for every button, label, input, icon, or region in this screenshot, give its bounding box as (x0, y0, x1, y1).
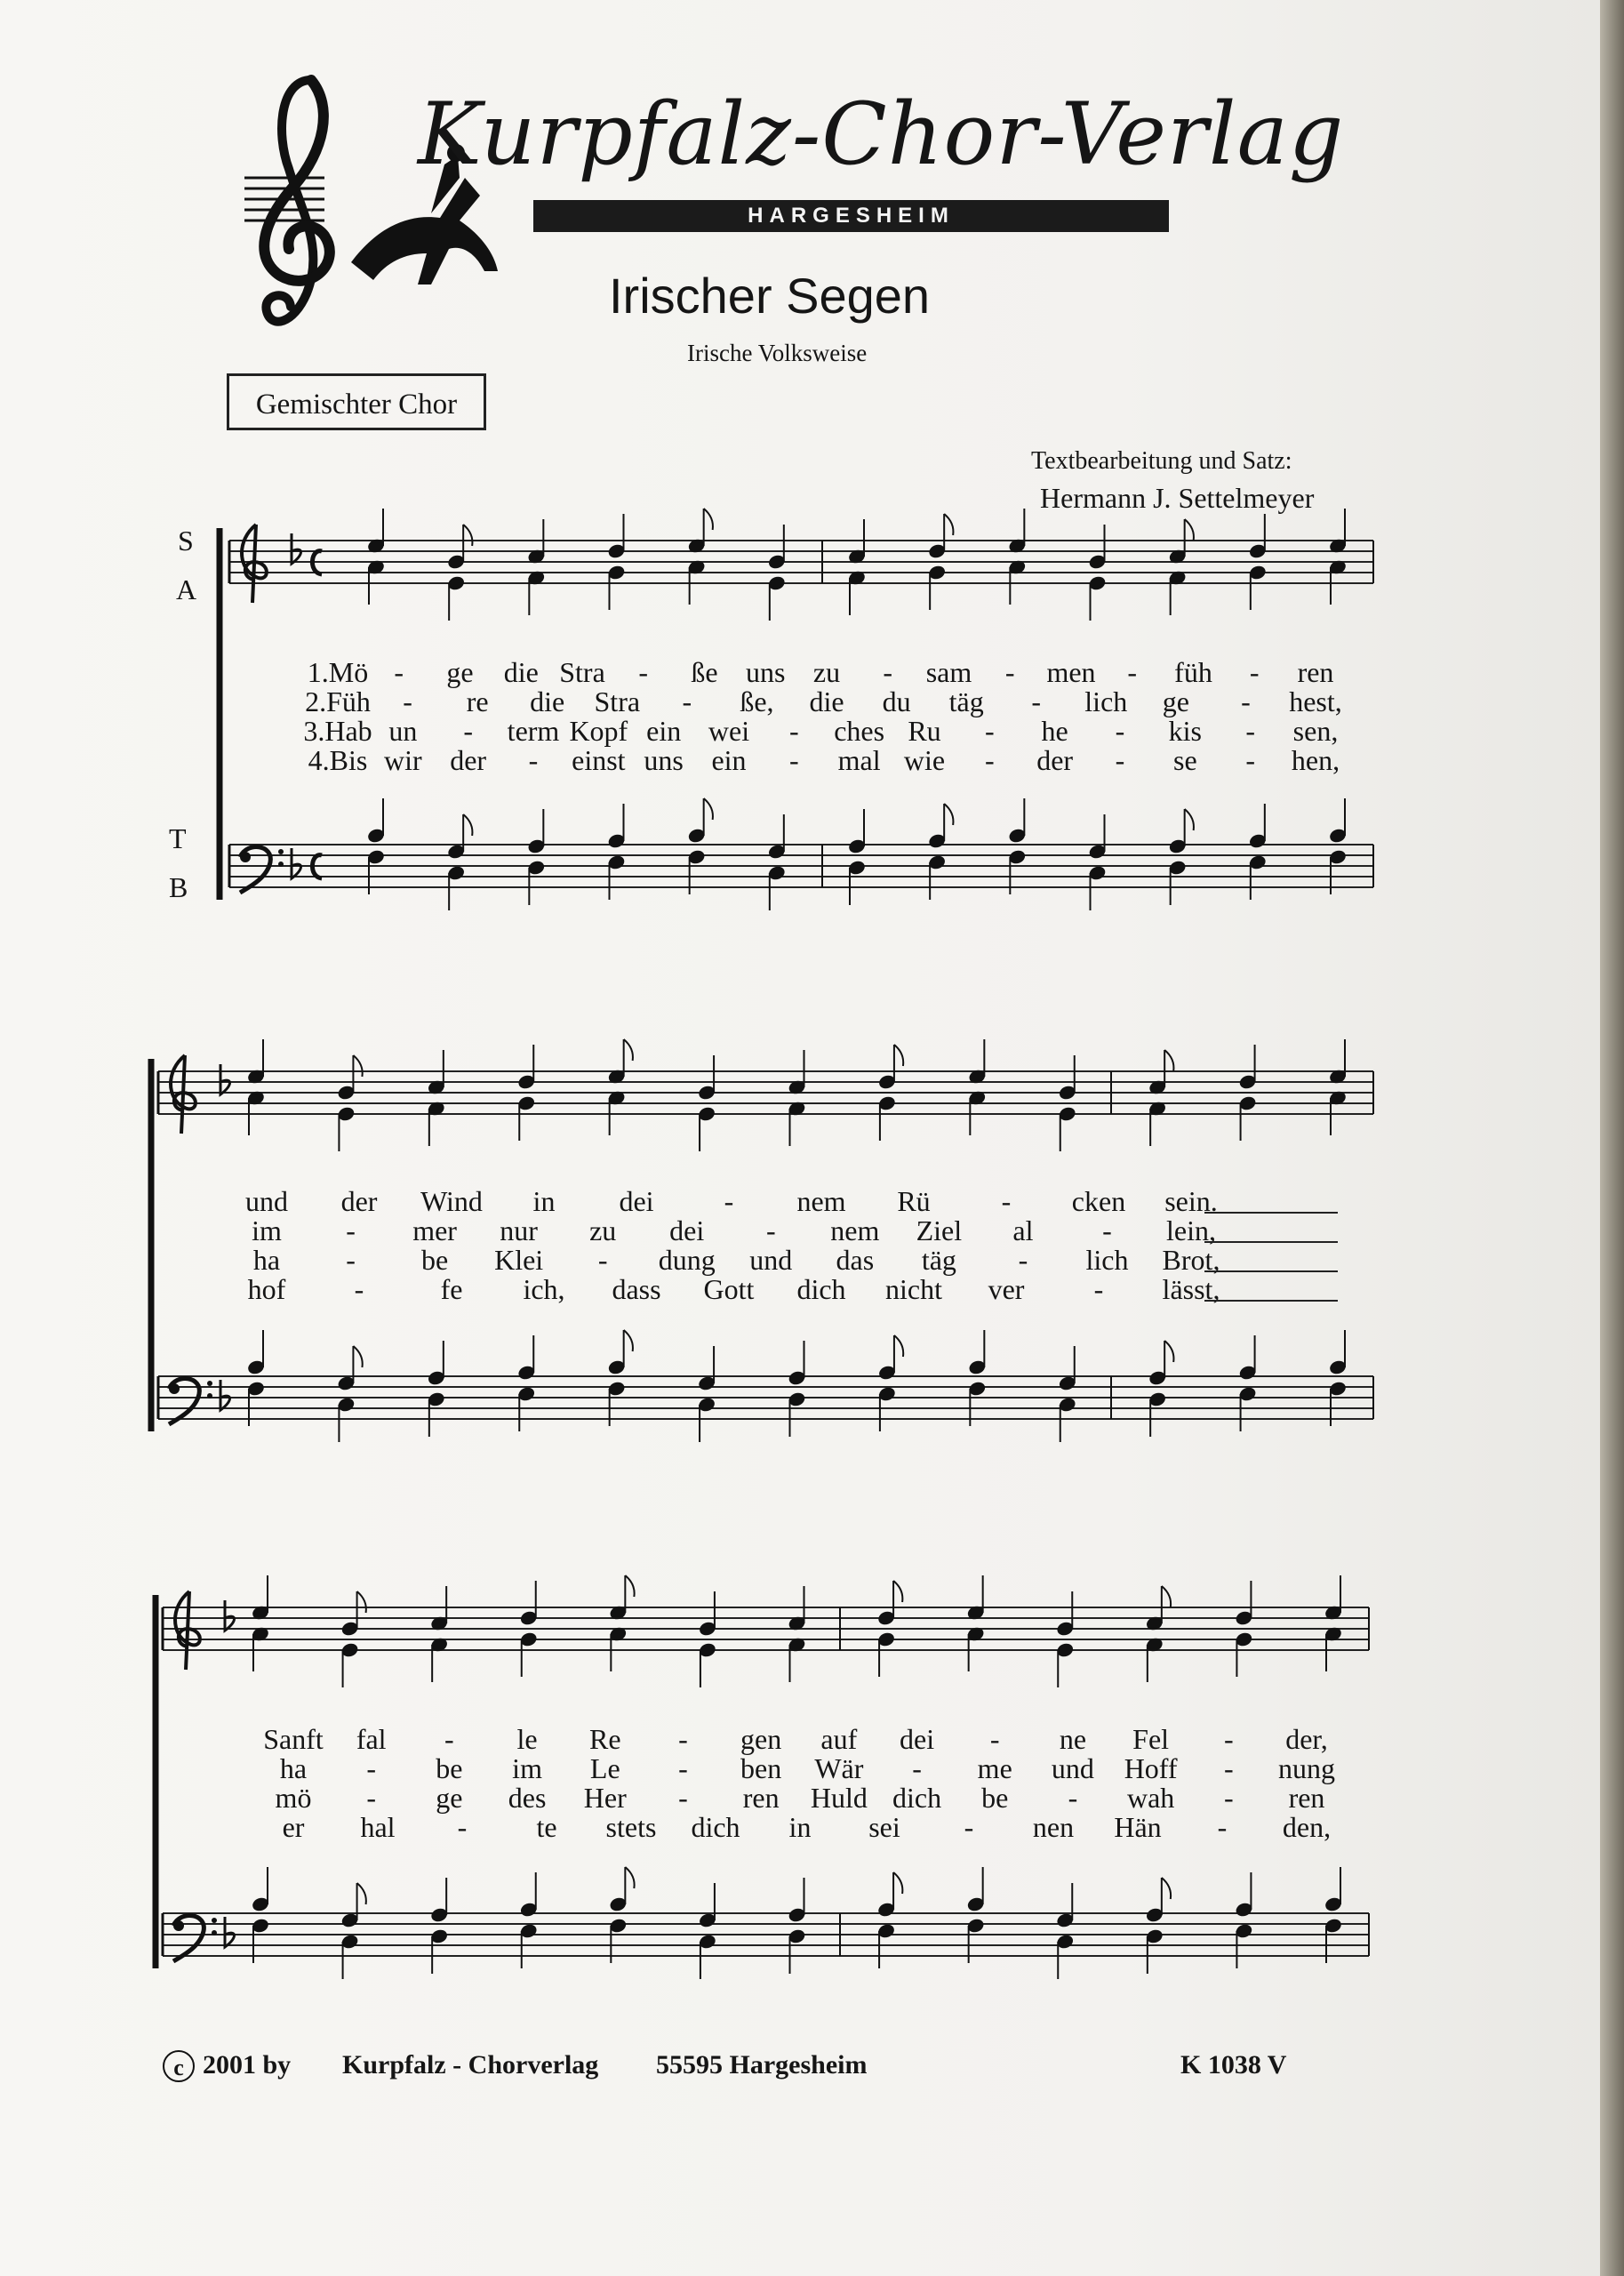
lyric-syllable: - (1241, 685, 1251, 717)
lyric-syllable: Hän (1114, 1811, 1162, 1843)
lyric-syllable: im (252, 1214, 282, 1246)
lyric-syllable: cken (1071, 1185, 1126, 1217)
lyric-syllable: 2.Füh (305, 685, 371, 717)
lyric-syllable: ein (646, 715, 682, 747)
flat-sign-icon (225, 1600, 235, 1631)
lyric-syllable: dich (892, 1782, 942, 1814)
lyric-syllable: - (1223, 1782, 1234, 1814)
note-flag (704, 798, 713, 820)
lyric-syllable: be (981, 1782, 1009, 1814)
lyric-syllable: - (1217, 1811, 1228, 1843)
note-flag (357, 1591, 366, 1613)
lyric-syllable: Ziel (916, 1214, 963, 1246)
part-label-bass: B (169, 871, 188, 903)
note-flag (353, 1346, 362, 1367)
lyric-syllable: - (678, 1723, 688, 1755)
bass-clef-dot-icon (169, 1383, 180, 1394)
lyric-syllable: gen (740, 1723, 782, 1755)
lyric-syllable: - (354, 1273, 364, 1305)
lyric-syllable: die (809, 685, 844, 717)
lyric-syllable: 3.Hab (303, 715, 372, 747)
lyric-syllable: ha (252, 1244, 281, 1276)
publisher-logotype: Kurpfalz-Chor-Verlag (418, 84, 1345, 184)
lyric-syllable: - (765, 1214, 776, 1246)
lyric-syllable: lässt, (1162, 1273, 1220, 1305)
lyric-syllable: lein, (1166, 1214, 1216, 1246)
lyric-syllable: ge (1162, 685, 1189, 717)
flat-sign-icon (292, 533, 301, 564)
bass-clef-dot-icon (212, 1918, 217, 1923)
lyric-syllable: ches (834, 715, 885, 747)
lyric-syllable: dich (796, 1273, 846, 1305)
lyric-syllable: füh (1174, 656, 1212, 688)
treble-clef-icon (171, 1055, 196, 1134)
note-flag (1162, 1878, 1171, 1899)
note-flag (1164, 1341, 1173, 1362)
lyric-syllable: - (1127, 656, 1138, 688)
lyric-syllable: sen, (1292, 715, 1339, 747)
lyric-syllable: Kopf (569, 715, 628, 747)
lyric-syllable: auf (820, 1723, 858, 1755)
flat-sign-icon (292, 848, 301, 878)
lyric-syllable: - (1245, 744, 1255, 776)
lyric-syllable: - (1223, 1723, 1234, 1755)
lyric-syllable: Rü (897, 1185, 931, 1217)
part-label-soprano: S (178, 525, 194, 557)
lyric-syllable: Sanft (263, 1723, 324, 1755)
voicing-box: Gemischter Chor (227, 373, 486, 430)
lyric-syllable: Gott (703, 1273, 755, 1305)
lyric-syllable: - (985, 715, 995, 747)
lyric-syllable: zu (589, 1214, 617, 1246)
lyric-syllable: lich (1084, 685, 1128, 717)
lyric-syllable: - (528, 744, 539, 776)
lyric-syllable: - (638, 656, 649, 688)
location-banner: HARGESHEIM (533, 200, 1169, 232)
lyric-syllable: dei (899, 1723, 935, 1755)
bass-clef-dot-icon (212, 1930, 217, 1935)
bass-clef-dot-icon (278, 862, 284, 867)
flat-sign-icon (220, 1380, 230, 1410)
lyric-syllable: lich (1085, 1244, 1129, 1276)
lyric-syllable: der (340, 1185, 378, 1217)
lyric-extender-line (1204, 1300, 1338, 1302)
lyric-syllable: ren (1297, 656, 1334, 688)
bass-clef-dot-icon (173, 1920, 184, 1931)
copyright-symbol: c (163, 2050, 195, 2082)
lyric-syllable: Fel (1132, 1723, 1170, 1755)
note-flag (894, 1045, 903, 1066)
note-flag (625, 1575, 634, 1597)
note-flag (944, 514, 953, 535)
lyric-syllable: le (516, 1723, 538, 1755)
lyric-syllable: un (388, 715, 418, 747)
note-flag (704, 509, 713, 530)
flat-sign-icon (225, 1917, 235, 1947)
subtitle: Irische Volksweise (687, 340, 868, 366)
note-flag (1164, 1050, 1173, 1071)
lyric-syllable: term (507, 715, 560, 747)
lyric-syllable: der (450, 744, 487, 776)
lyric-syllable: ge (446, 656, 474, 688)
lyric-syllable: des (508, 1782, 547, 1814)
lyric-syllable: uns (644, 744, 684, 776)
lyric-syllable: ge (436, 1782, 463, 1814)
lyric-syllable: - (678, 1782, 688, 1814)
note-flag (625, 1867, 634, 1888)
lyric-syllable: se (1173, 744, 1197, 776)
lyric-syllable: - (1001, 1185, 1012, 1217)
lyric-syllable: wah (1126, 1782, 1175, 1814)
lyric-syllable: ren (742, 1782, 780, 1814)
lyric-syllable: - (883, 656, 893, 688)
lyric-syllable: dei (669, 1214, 705, 1246)
lyric-syllable: - (1093, 1273, 1104, 1305)
lyric-syllable: wir (384, 744, 422, 776)
lyric-syllable: das (836, 1244, 875, 1276)
treble-clef-icon (242, 525, 267, 603)
note-flag (463, 525, 472, 546)
lyric-syllable: - (724, 1185, 734, 1217)
lyric-extender-line (1204, 1241, 1338, 1243)
lyric-syllable: nur (500, 1214, 538, 1246)
lyric-syllable: - (1223, 1752, 1234, 1784)
lyric-syllable: ße (691, 656, 718, 688)
note-flag (893, 1872, 902, 1894)
lyric-syllable: - (403, 685, 412, 717)
lyric-syllable: stets (605, 1811, 657, 1843)
note-flag (463, 814, 472, 836)
lyric-syllable: Stra (594, 685, 641, 717)
lyric-syllable: und (749, 1244, 793, 1276)
lyric-syllable: sam (925, 656, 972, 688)
lyric-syllable: Ru (908, 715, 941, 747)
lyric-syllable: - (1115, 744, 1125, 776)
lyric-syllable: - (912, 1752, 922, 1784)
lyric-syllable: dei (619, 1185, 654, 1217)
lyric-syllable: - (1031, 685, 1042, 717)
lyric-syllable: uns (746, 656, 786, 688)
note-flag (944, 804, 953, 825)
lyric-syllable: - (1004, 656, 1015, 688)
bass-clef-dot-icon (240, 852, 251, 862)
lyric-syllable: ren (1288, 1782, 1325, 1814)
part-label-tenor: T (169, 822, 187, 854)
lyric-syllable: sein. (1164, 1185, 1218, 1217)
lyric-syllable: täg (948, 685, 984, 717)
lyric-syllable: be (420, 1244, 449, 1276)
lyric-syllable: sei (868, 1811, 900, 1843)
footer-year: 2001 by (203, 2050, 292, 2080)
note-flag (624, 1039, 633, 1061)
bass-clef-dot-icon (278, 849, 284, 854)
part-label-alto: A (176, 573, 197, 605)
lyric-syllable: te (536, 1811, 557, 1843)
note-flag (894, 1335, 903, 1357)
lyric-syllable: ße, (740, 685, 774, 717)
lyric-syllable: fe (440, 1273, 463, 1305)
lyric-syllable: 1.Mö (307, 656, 369, 688)
lyric-syllable: - (463, 715, 473, 747)
note-flag (893, 1581, 902, 1602)
note-flag (1185, 809, 1194, 830)
lyric-syllable: die (503, 656, 539, 688)
lyric-syllable: ha (279, 1752, 308, 1784)
lyric-syllable: in (788, 1811, 812, 1843)
lyric-syllable: Huld (810, 1782, 868, 1814)
lyric-syllable: - (1068, 1782, 1078, 1814)
note-flag (624, 1330, 633, 1351)
lyric-syllable: Re (588, 1723, 621, 1755)
flat-sign-icon (220, 1064, 230, 1094)
treble-clef-icon (175, 1591, 200, 1670)
lyric-syllable: - (1115, 715, 1125, 747)
lyric-syllable: - (682, 685, 692, 717)
lyric-syllable: wie (903, 744, 946, 776)
lyric-syllable: - (597, 1244, 608, 1276)
footer-publisher: Kurpfalz - Chorverlag (342, 2050, 599, 2080)
lyric-syllable: Wind (420, 1185, 483, 1217)
credit-label: Textbearbeitung und Satz: (1031, 447, 1292, 475)
lyric-extender-line (1204, 1212, 1338, 1214)
lyric-syllable: dich (691, 1811, 740, 1843)
credit-name: Hermann J. Settelmeyer (1040, 482, 1315, 514)
lyric-syllable: ver (988, 1273, 1025, 1305)
lyric-syllable: - (989, 1723, 1000, 1755)
bass-clef-dot-icon (207, 1381, 212, 1386)
lyric-syllable: Le (589, 1752, 620, 1784)
note-flag (353, 1055, 362, 1077)
lyric-syllable: täg (921, 1244, 956, 1276)
lyric-syllable: nem (830, 1214, 880, 1246)
lyric-syllable: Wär (814, 1752, 864, 1784)
lyric-syllable: der, (1285, 1723, 1328, 1755)
lyric-syllable: mal (837, 744, 881, 776)
lyric-syllable: - (789, 715, 799, 747)
footer-address: 55595 Hargesheim (656, 2050, 868, 2080)
lyric-syllable: men (1046, 656, 1096, 688)
lyric-syllable: be (436, 1752, 463, 1784)
lyric-syllable: ben (740, 1752, 782, 1784)
lyric-syllable: den, (1282, 1811, 1332, 1843)
lyric-syllable: - (985, 744, 995, 776)
note-flag (1162, 1586, 1171, 1607)
lyric-syllable: Brot, (1162, 1244, 1220, 1276)
lyric-syllable: nicht (885, 1273, 942, 1305)
footer-catalog: K 1038 V (1180, 2050, 1287, 2080)
lyric-syllable: re (466, 685, 489, 717)
lyric-syllable: hest, (1289, 685, 1342, 717)
lyric-syllable: he (1041, 715, 1068, 747)
lyric-syllable: - (346, 1214, 356, 1246)
bass-clef-dot-icon (207, 1393, 212, 1398)
lyric-syllable: nem (796, 1185, 846, 1217)
lyric-syllable: zu (812, 656, 841, 688)
lyric-syllable: der (1036, 744, 1074, 776)
note-flag (357, 1883, 366, 1904)
note-flag (1185, 519, 1194, 541)
lyric-syllable: - (1245, 715, 1255, 747)
lyric-syllable: nung (1278, 1752, 1335, 1784)
lyric-syllable: Stra (559, 656, 605, 688)
lyric-syllable: - (1102, 1214, 1112, 1246)
lyric-syllable: mer (412, 1214, 457, 1246)
lyric-syllable: er (282, 1811, 305, 1843)
lyric-syllable: dung (658, 1244, 716, 1276)
lyric-syllable: - (678, 1752, 688, 1784)
page-title: Irischer Segen (609, 268, 931, 324)
lyric-syllable: 4.Bis (308, 744, 368, 776)
lyric-syllable: hal (360, 1811, 396, 1843)
lyric-syllable: - (366, 1782, 377, 1814)
lyric-syllable: - (964, 1811, 974, 1843)
lyric-syllable: und (1051, 1752, 1094, 1784)
lyric-syllable: hof (247, 1273, 286, 1305)
lyric-syllable: - (789, 744, 799, 776)
lyric-syllable: - (366, 1752, 377, 1784)
lyric-syllable: - (394, 656, 404, 688)
lyric-syllable: al (1012, 1214, 1034, 1246)
lyric-syllable: im (512, 1752, 542, 1784)
lyric-syllable: - (1249, 656, 1260, 688)
lyric-syllable: ne (1059, 1723, 1087, 1755)
lyric-syllable: wei (708, 715, 750, 747)
lyric-syllable: me (977, 1752, 1012, 1784)
lyric-extender-line (1204, 1270, 1338, 1272)
lyric-syllable: Klei (494, 1244, 544, 1276)
lyric-syllable: dass (612, 1273, 661, 1305)
lyric-syllable: mö (275, 1782, 312, 1814)
lyric-syllable: die (530, 685, 565, 717)
lyric-syllable: Her (583, 1782, 627, 1814)
lyric-syllable: und (245, 1185, 288, 1217)
lyric-syllable: nen (1032, 1811, 1075, 1843)
lyric-syllable: - (1018, 1244, 1028, 1276)
lyric-syllable: in (532, 1185, 556, 1217)
lyric-syllable: Hoff (1124, 1752, 1178, 1784)
lyric-syllable: - (346, 1244, 356, 1276)
lyric-syllable: - (444, 1723, 454, 1755)
lyric-syllable: ich, (523, 1273, 565, 1305)
lyric-syllable: fal (356, 1723, 387, 1755)
lyric-syllable: du (882, 685, 911, 717)
lyric-syllable: ein (711, 744, 747, 776)
lyric-syllable: hen, (1291, 744, 1340, 776)
lyric-syllable: einst (572, 744, 626, 776)
lyric-syllable: kis (1168, 715, 1202, 747)
lyric-syllable: - (457, 1811, 468, 1843)
